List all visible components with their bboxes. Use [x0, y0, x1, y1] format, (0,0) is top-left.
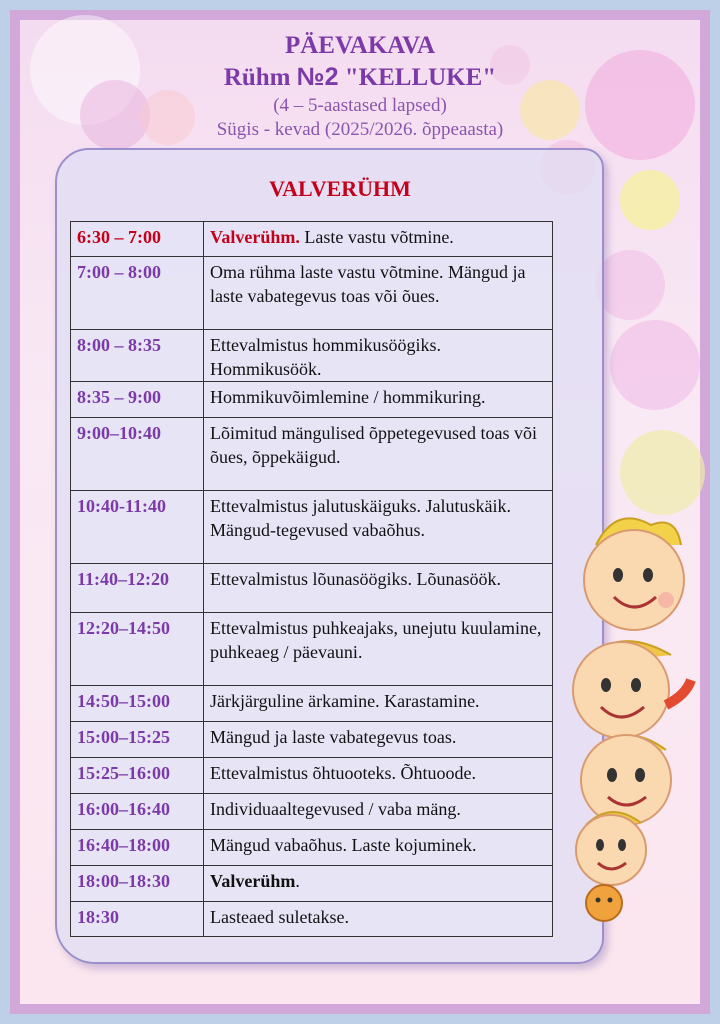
activity-text: Ettevalmistus jalutuskäiguks. Jalutuskäik. Mängud-tegevused vabaõhus.: [210, 496, 511, 540]
schedule-row: [71, 866, 553, 902]
group-prefix: Rühm: [223, 64, 297, 91]
schedule-time: 15:25–16:00: [71, 758, 204, 794]
schedule-row: [71, 491, 553, 564]
decor-bubble: [620, 430, 705, 515]
age-group: (4 – 5-aastased lapsed): [273, 95, 447, 116]
schedule-time: 11:40–12:20: [71, 564, 204, 613]
schedule-activity: [204, 491, 553, 564]
schedule-time: 18:30: [71, 902, 204, 937]
group-title: [0, 61, 720, 94]
schedule-table: [70, 221, 553, 937]
schedule-time: 6:30 – 7:00: [71, 222, 204, 257]
kid-face: [576, 812, 646, 885]
schedule-activity: [204, 222, 553, 257]
kid-face: [581, 735, 671, 825]
schedule-activity: [204, 758, 553, 794]
section-title: VALVERÜHM: [269, 176, 411, 201]
activity-text: Ettevalmistus puhkeajaks, unejutu kuulamine, puhkeaeg / päevauni.: [210, 618, 542, 662]
header: [0, 30, 720, 142]
schedule-row: [71, 330, 553, 382]
page-title: PÄEVAKAVA: [284, 32, 436, 59]
activity-text: Oma rühma laste vastu võtmine. Mängud ja laste vabategevus toas või õues.: [210, 262, 526, 306]
schedule-activity: [204, 257, 553, 330]
schedule-time: 14:50–15:00: [71, 686, 204, 722]
kid-face: [584, 518, 684, 630]
school-year: Sügis - kevad (2025/2026. õppeaasta): [216, 119, 504, 140]
schedule-row: [71, 830, 553, 866]
schedule-activity: [204, 564, 553, 613]
schedule-time: 9:00–10:40: [71, 418, 204, 491]
schedule-row: [71, 564, 553, 613]
activity-text: Lasteaed suletakse.: [210, 907, 349, 927]
kid-face: [573, 641, 691, 738]
schedule-row: [71, 222, 553, 257]
schedule-row: [71, 686, 553, 722]
schedule-activity: [204, 330, 553, 382]
activity-text: Laste vastu võtmine.: [299, 227, 454, 247]
activity-text: Mängud ja laste vabategevus toas.: [210, 727, 457, 747]
schedule-time: 8:35 – 9:00: [71, 382, 204, 418]
activity-text: Ettevalmistus hommikusöögiks. Hommikusöök.: [210, 335, 442, 379]
schedule-row: [71, 257, 553, 330]
activity-text: Individuaaltegevused / vaba mäng.: [210, 799, 461, 819]
schedule-time: 10:40-11:40: [71, 491, 204, 564]
decor-bubble: [595, 250, 665, 320]
schedule-time: 15:00–15:25: [71, 722, 204, 758]
schedule-row: [71, 613, 553, 686]
cat-face: [586, 885, 622, 921]
schedule-row: [71, 902, 553, 937]
kids-peeking-icon: [556, 505, 706, 925]
activity-lead: Valverühm.: [210, 227, 300, 247]
schedule-row: [71, 382, 553, 418]
schedule-activity: [204, 418, 553, 491]
schedule-time: 16:00–16:40: [71, 794, 204, 830]
schedule-activity: [204, 902, 553, 937]
schedule-time: 8:00 – 8:35: [71, 330, 204, 382]
schedule-row: [71, 758, 553, 794]
activity-text: .: [295, 871, 300, 891]
activity-text: Ettevalmistus õhtuooteks. Õhtuoode.: [210, 763, 476, 783]
decor-bubble: [610, 320, 700, 410]
activity-text: Lõimitud mängulised õppetegevused toas või õues, õppekäigud.: [210, 423, 537, 467]
schedule-activity: [204, 613, 553, 686]
activity-text: Hommikuvõimlemine / hommikuring.: [210, 387, 486, 407]
activity-text: Ettevalmistus lõunasöögiks. Lõunasöök.: [210, 569, 501, 589]
schedule-activity: [204, 866, 553, 902]
activity-text: Mängud vabaõhus. Laste kojuminek.: [210, 835, 477, 855]
schedule-activity: [204, 382, 553, 418]
schedule-activity: [204, 722, 553, 758]
activity-text: Järkjärguline ärkamine. Karastamine.: [210, 691, 480, 711]
group-number: №2: [296, 63, 339, 91]
schedule-activity: [204, 830, 553, 866]
schedule-time: 7:00 – 8:00: [71, 257, 204, 330]
activity-lead: Valverühm: [210, 871, 296, 891]
schedule-row: [71, 722, 553, 758]
schedule-row: [71, 418, 553, 491]
group-name: "KELLUKE": [338, 64, 497, 91]
schedule-time: 18:00–18:30: [71, 866, 204, 902]
schedule-time: 16:40–18:00: [71, 830, 204, 866]
schedule-row: [71, 794, 553, 830]
schedule-activity: [204, 794, 553, 830]
schedule-activity: [204, 686, 553, 722]
schedule-time: 12:20–14:50: [71, 613, 204, 686]
